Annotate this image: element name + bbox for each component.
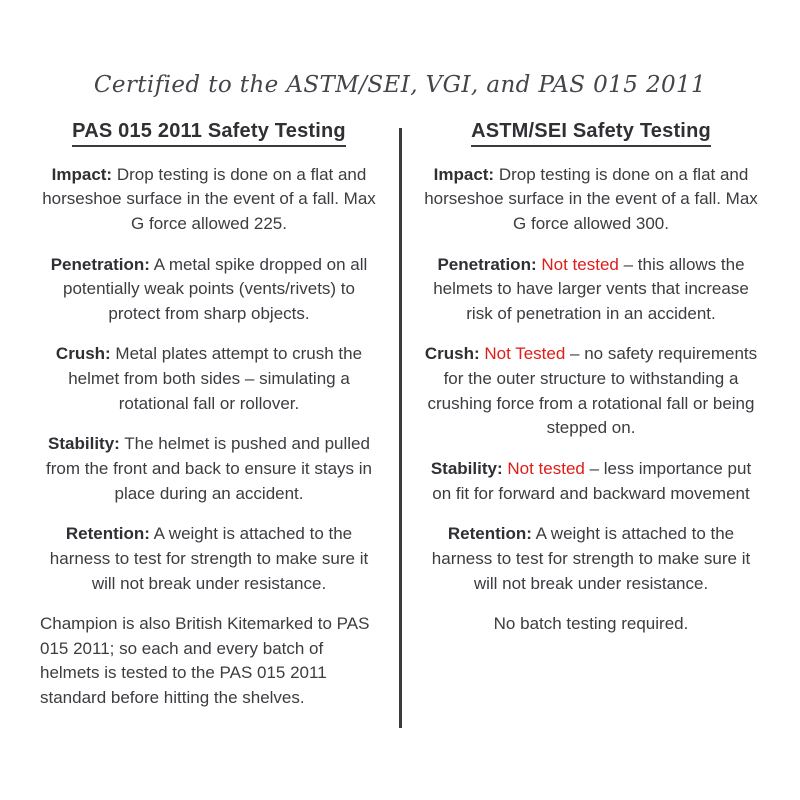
column-pas015	[18, 120, 400, 711]
comparison-columns	[0, 120, 800, 711]
entry-text: A weight is attached to the harness to test for strength to make sure it will not break under resistance.	[49, 524, 369, 593]
entry-crush-astm	[422, 342, 760, 441]
column-astm	[400, 120, 782, 711]
entry-penetration-astm	[422, 253, 760, 327]
entry-text: The helmet is pushed and pulled from the front and back to ensure it stays in place during an accident.	[46, 434, 372, 503]
entry-impact-astm	[422, 163, 760, 237]
entry-retention-astm	[422, 522, 760, 596]
column-heading-astm: ASTM/SEI Safety Testing	[471, 120, 711, 147]
entry-retention-pas	[40, 522, 378, 596]
entry-highlight: Not Tested	[484, 344, 566, 364]
entry-label: Retention:	[65, 524, 150, 544]
entry-penetration-pas	[40, 253, 378, 327]
closing-note-astm: No batch testing required.	[493, 614, 689, 634]
entry-label: Impact:	[433, 164, 495, 184]
entry-text: A weight is attached to the harness to test for strength to make sure it will not break under resistance.	[431, 524, 751, 593]
entry-label: Stability:	[430, 459, 503, 478]
entry-stability-pas	[40, 432, 378, 506]
entry-text: A metal spike dropped on all potentially weak points (vents/rivets) to protect from sharp objects.	[63, 254, 368, 323]
page-title: Certified to the ASTM/SEI, VGI, and PAS 015 2011	[93, 72, 707, 98]
entry-label: Penetration:	[50, 254, 150, 274]
entry-text: Drop testing is done on a flat and horseshoe surface in the event of a fall. Max G force allowed 225.	[42, 164, 376, 233]
column-divider	[399, 128, 402, 728]
entry-highlight: Not tested	[541, 254, 619, 274]
entry-highlight: Not tested	[507, 459, 585, 478]
entry-text: – less importance put on fit for forward and backward movement	[432, 459, 752, 503]
entry-text: – this allows the helmets to have larger vents that increase risk of penetration in an accident.	[433, 254, 749, 323]
entry-text: – no safety requirements for the outer structure to withstanding a crushing force from a rotational fall or being stepped on.	[427, 344, 758, 438]
entry-label: Crush:	[55, 344, 111, 364]
column-heading-pas015: PAS 015 2011 Safety Testing	[72, 120, 346, 147]
entry-crush-pas	[40, 342, 378, 416]
entry-stability-astm	[422, 457, 760, 506]
entry-text: Drop testing is done on a flat and horseshoe surface in the event of a fall. Max G force allowed 300.	[424, 164, 758, 233]
entry-impact-pas	[40, 163, 378, 237]
closing-note-pas: Champion is also British Kitemarked to PAS 015 2011; so each and every batch of helmets is tested to the PAS 015 2011 standard before hitting the shelves.	[40, 614, 370, 708]
entry-label: Retention:	[447, 524, 532, 544]
entry-label: Penetration:	[437, 254, 537, 274]
entry-text: Metal plates attempt to crush the helmet from both sides – simulating a rotational fall or rollover.	[68, 344, 363, 413]
entry-label: Stability:	[48, 434, 120, 454]
entry-label: Crush:	[424, 344, 480, 364]
entry-label: Impact:	[51, 164, 113, 184]
